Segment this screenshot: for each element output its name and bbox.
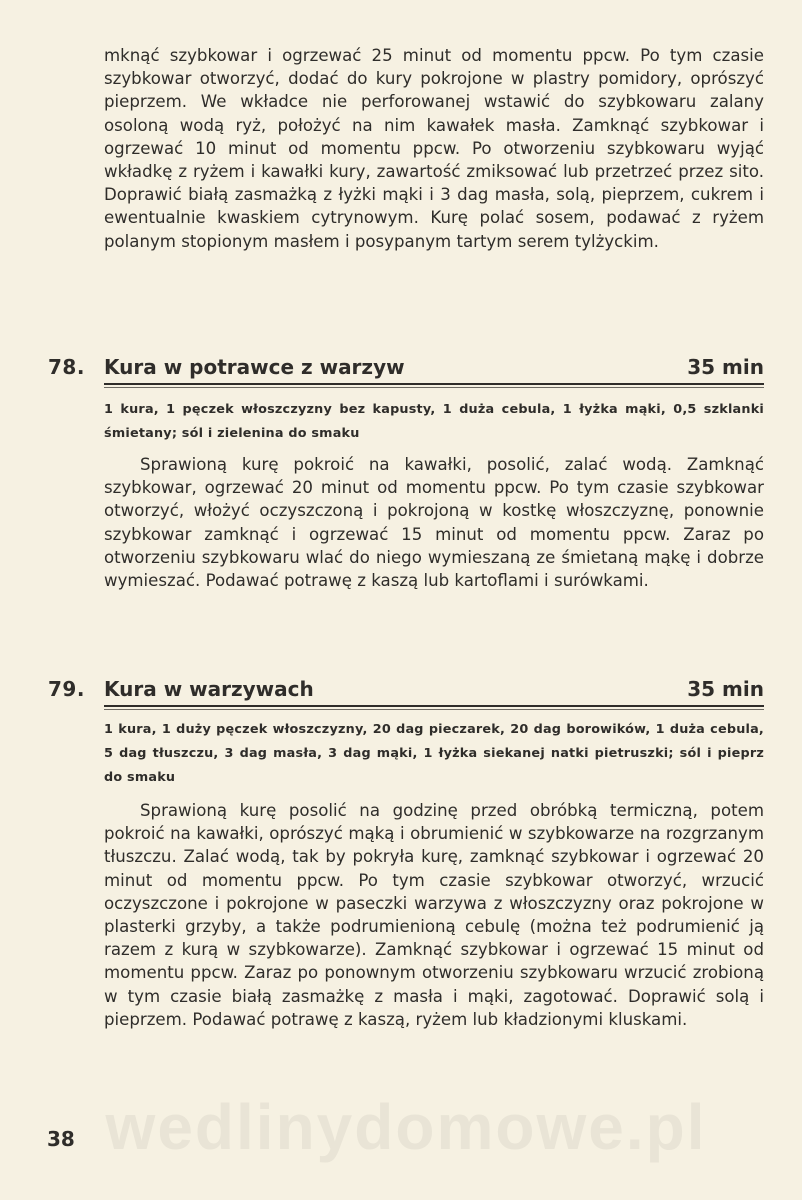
intro-paragraph: mknąć szybkowar i ogrzewać 25 minut od momentu ppcw. Po tym czasie szybkowar otworzyć, dodać do kury pokrojone w plastry pomidory, oprószyć pieprzem. We wkładce nie perforowanej wstawić do szybkowaru zalany osoloną wodą ryż, położyć na nim kawałek masła. Zamknąć szybkowar i ogrzewać 10 minut od momentu ppcw. Po otworzeniu szybkowaru wyjąć wkładkę z ryżem i kawałki kury, zawartość zmiksować lub przetrzeć przez sito. Doprawić białą zasmażką z łyżki mąki i 3 dag masła, solą, pieprzem, cukrem i ewentualnie kwaskiem cytrynowym. Kurę polać sosem, podawać z ryżem polanym stopionym masłem i posypanym tartym serem tylżyckim. <box>104 46 764 251</box>
recipe-79-header <box>48 677 764 705</box>
watermark: wedlinydomowe.pl <box>105 1091 707 1163</box>
recipe-title: Kura w potrawce z warzyw <box>104 355 405 379</box>
recipe-79-ingredients: 1 kura, 1 duży pęczek włoszczyzny, 20 dag pieczarek, 20 dag borowików, 1 duża cebula, 5 dag tłuszczu, 3 dag masła, 3 dag mąki, 1 łyżka siekanej natki pietruszki; sól i pieprz do smaku <box>104 722 764 785</box>
heading-rule-thin <box>104 709 764 710</box>
recipe-title: Kura w warzywach <box>104 677 314 701</box>
recipe-78-header <box>48 355 764 383</box>
recipe-time: 35 min <box>687 677 764 701</box>
heading-rule <box>104 383 764 385</box>
recipe-78-instructions: Sprawioną kurę pokroić na kawałki, posolić, zalać wodą. Zamknąć szybkowar, ogrzewać 20 minut od momentu ppcw. Po tym czasie szybkowar otworzyć, włożyć oczyszczoną i pokrojoną w kostkę włoszczyznę, ponownie szybkowar zamknąć i ogrzewać 15 minut od momentu ppcw. Zaraz po otworzeniu szybkowaru wlać do niego wymieszaną ze śmietaną mąkę i dobrze wymieszać. Podawać potrawę z kaszą lub kartoflami i surówkami. <box>104 455 764 591</box>
recipe-78-ingredients: 1 kura, 1 pęczek włoszczyzny bez kapusty, 1 duża cebula, 1 łyżka mąki, 0,5 szklanki śmietany; sól i zielenina do smaku <box>104 402 764 441</box>
recipe-number: 78. <box>48 355 85 379</box>
heading-rule <box>104 705 764 707</box>
heading-rule-thin <box>104 387 764 388</box>
recipe-number: 79. <box>48 677 85 701</box>
recipe-79-instructions: Sprawioną kurę posolić na godzinę przed obróbką termiczną, potem pokroić na kawałki, oprószyć mąką i obrumienić w szybkowarze na rozgrzanym tłuszczu. Zalać wodą, tak by pokryła kurę, zamknąć szybkowar i ogrzewać 20 minut od momentu ppcw. Po tym czasie szybkowar otworzyć, wrzucić oczyszczone i pokrojone w paseczki warzywa z włoszczyzny oraz pokrojone w plasterki grzyby, a także podrumienioną cebulę (można też podrumienić ją razem z kurą w szybkowarze). Zamknąć szybkowar i ogrzewać 15 minut od momentu ppcw. Zaraz po ponownym otworzeniu szybkowaru wrzucić zrobioną w tym czasie białą zasmażkę z masła i mąki, zagotować. Doprawić solą i pieprzem. Podawać potrawę z kaszą, ryżem lub kładzionymi kluskami. <box>104 801 764 1029</box>
page-number: 38 <box>47 1127 75 1151</box>
recipe-time: 35 min <box>687 355 764 379</box>
